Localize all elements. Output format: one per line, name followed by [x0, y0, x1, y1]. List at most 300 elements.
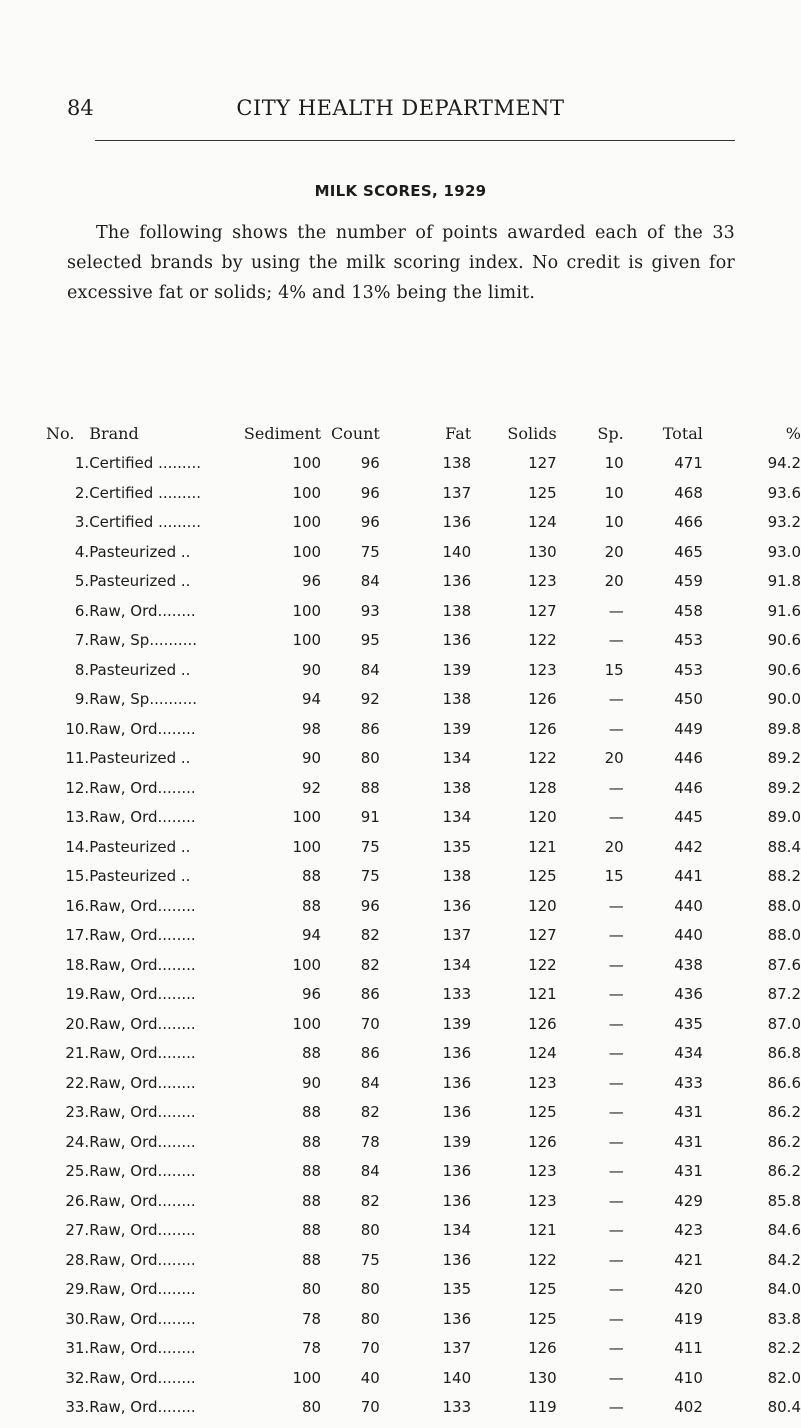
percent-cell: 87.2 [767, 985, 801, 1003]
sediment-cell: 80 [301, 1398, 322, 1416]
sp-cell: — [608, 631, 624, 649]
total-cell: 435 [674, 1014, 703, 1033]
count-cell: 75 [360, 542, 380, 561]
sediment-cell: 92 [301, 778, 322, 797]
table-row [46, 1310, 801, 1340]
percent-cell: 89.8 [767, 719, 801, 738]
total-cell: 468 [674, 483, 703, 502]
percent-cell: 84.0 [767, 1280, 801, 1298]
fat-cell: 134 [442, 955, 472, 974]
percent-cell: 87.0 [767, 1014, 801, 1033]
solids-cell: 121 [528, 1221, 557, 1239]
count-cell: 78 [360, 1132, 380, 1151]
count-cell: 80 [360, 749, 380, 767]
fat-cell: 133 [442, 1398, 472, 1416]
row-number: 20. [65, 1014, 90, 1033]
row-number: 31. [65, 1339, 90, 1357]
sp-cell: — [608, 896, 624, 915]
sediment-cell: 78 [301, 1309, 322, 1328]
sediment-cell: 94 [301, 690, 322, 708]
sediment-cell: 88 [301, 1191, 322, 1210]
brand-cell: Raw, Ord........ [89, 808, 196, 826]
total-cell: 471 [674, 454, 703, 472]
fat-cell: 133 [442, 985, 472, 1003]
percent-cell: 90.6 [767, 631, 801, 649]
total-cell: 420 [674, 1280, 703, 1298]
table-row [46, 1103, 801, 1133]
brand-cell: Pasteurized .. [89, 837, 191, 856]
table-row [46, 1221, 801, 1251]
percent-cell: 86.8 [767, 1044, 801, 1062]
brand-cell: Pasteurized .. [89, 749, 191, 767]
count-cell: 82 [360, 1191, 380, 1210]
fat-cell: 138 [442, 778, 472, 797]
sediment-cell: 100 [292, 837, 322, 856]
table-row [46, 1398, 801, 1428]
solids-cell: 121 [528, 985, 557, 1003]
row-number: 10. [65, 719, 90, 738]
percent-cell: 93.2 [767, 513, 801, 531]
sediment-cell: 88 [301, 1132, 322, 1151]
percent-cell: 82.2 [767, 1339, 801, 1357]
row-number: 12. [65, 778, 90, 797]
row-number: 11. [65, 749, 90, 767]
fat-cell: 137 [442, 926, 472, 944]
sediment-cell: 88 [301, 867, 322, 885]
percent-cell: 87.6 [767, 955, 801, 974]
fat-cell: 135 [442, 1280, 472, 1298]
total-cell: 459 [674, 572, 703, 590]
solids-cell: 130 [528, 542, 557, 561]
sediment-cell: 80 [301, 1280, 322, 1298]
sediment-cell: 100 [292, 483, 322, 502]
table-row [46, 454, 801, 484]
sp-cell: — [608, 1280, 624, 1298]
row-number: 5. [74, 572, 90, 590]
sp-cell: — [608, 601, 624, 620]
brand-cell: Raw, Ord........ [89, 1280, 196, 1298]
table-row [46, 808, 801, 838]
row-number: 27. [65, 1221, 90, 1239]
row-number: 2. [74, 483, 90, 502]
sp-cell: 20 [604, 837, 624, 856]
percent-cell: 93.6 [767, 483, 801, 502]
brand-cell: Certified ......... [89, 483, 201, 502]
percent-cell: 94.2 [767, 454, 801, 472]
sediment-cell: 88 [301, 1221, 322, 1239]
table-row [46, 1015, 801, 1045]
sediment-cell: 96 [301, 572, 322, 590]
sp-cell: 10 [604, 454, 624, 472]
brand-cell: Raw, Ord........ [89, 1191, 196, 1210]
fat-cell: 138 [442, 601, 472, 620]
fat-cell: 136 [442, 1162, 472, 1180]
percent-cell: 84.2 [767, 1250, 801, 1269]
fat-cell: 136 [442, 631, 472, 649]
count-cell: 75 [360, 1250, 380, 1269]
intro-paragraph: The following shows the number of points awarded each of the 33 selected brands by using the milk scoring index. No credit is given for excessive fat or solids; 4% and 13% being the limit. [67, 223, 735, 303]
total-cell: 421 [674, 1250, 703, 1269]
solids-cell: 121 [528, 837, 557, 856]
count-cell: 82 [360, 926, 380, 944]
percent-cell: 88.0 [767, 926, 801, 944]
percent-cell: 88.4 [767, 837, 801, 856]
count-cell: 86 [360, 985, 380, 1003]
sp-cell: 15 [604, 660, 624, 679]
percent-cell: 91.8 [767, 572, 801, 590]
table-row [46, 985, 801, 1015]
fat-cell: 137 [442, 483, 472, 502]
total-cell: 431 [674, 1162, 703, 1180]
count-cell: 70 [360, 1398, 380, 1416]
table-row [46, 1280, 801, 1310]
total-cell: 440 [674, 896, 703, 915]
brand-cell: Raw, Ord........ [89, 601, 196, 620]
percent-cell: 86.6 [767, 1073, 801, 1092]
fat-cell: 138 [442, 690, 472, 708]
count-cell: 91 [360, 808, 380, 826]
solids-cell: 124 [528, 513, 557, 531]
total-cell: 436 [674, 985, 703, 1003]
percent-cell: 90.0 [767, 690, 801, 708]
fat-cell: 136 [442, 1191, 472, 1210]
percent-cell: 93.0 [767, 542, 801, 561]
count-cell: 70 [360, 1014, 380, 1033]
brand-cell: Raw, Sp.......... [89, 631, 197, 649]
fat-cell: 139 [442, 719, 472, 738]
count-cell: 80 [360, 1309, 380, 1328]
sediment-cell: 88 [301, 1103, 322, 1121]
count-cell: 75 [360, 837, 380, 856]
brand-cell: Raw, Sp.......... [89, 690, 197, 708]
row-number: 32. [65, 1368, 90, 1387]
row-number: 4. [74, 542, 90, 561]
sp-cell: — [608, 1103, 624, 1121]
percent-cell: 86.2 [767, 1162, 801, 1180]
brand-cell: Raw, Ord........ [89, 1221, 196, 1239]
brand-cell: Raw, Ord........ [89, 955, 196, 974]
fat-cell: 136 [442, 1103, 472, 1121]
total-cell: 438 [674, 955, 703, 974]
sp-cell: — [608, 719, 624, 738]
table-row [46, 838, 801, 868]
count-cell: 86 [360, 1044, 380, 1062]
sediment-cell: 100 [292, 454, 322, 472]
sp-cell: 20 [604, 572, 624, 590]
sediment-cell: 100 [292, 631, 322, 649]
sp-cell: — [608, 1250, 624, 1269]
table-row [46, 1369, 801, 1399]
brand-cell: Raw, Ord........ [89, 1398, 196, 1416]
document-title: MILK SCORES, 1929 [314, 182, 487, 200]
row-number: 7. [74, 631, 90, 649]
total-cell: 419 [674, 1309, 703, 1328]
percent-cell: 86.2 [767, 1103, 801, 1121]
row-number: 22. [65, 1073, 90, 1092]
table-row [46, 749, 801, 779]
sediment-cell: 100 [292, 1014, 322, 1033]
count-cell: 93 [360, 601, 380, 620]
brand-cell: Pasteurized .. [89, 542, 191, 561]
brand-cell: Raw, Ord........ [89, 896, 196, 915]
solids-cell: 126 [528, 1132, 557, 1151]
solids-cell: 127 [528, 601, 557, 620]
total-cell: 423 [674, 1221, 703, 1239]
table-row [46, 1074, 801, 1104]
fat-cell: 136 [442, 1073, 472, 1092]
total-cell: 453 [674, 660, 703, 679]
table-row [46, 690, 801, 720]
total-cell: 445 [674, 808, 703, 826]
solids-cell: 122 [528, 631, 557, 649]
sediment-cell: 100 [292, 955, 322, 974]
percent-cell: 82.0 [767, 1368, 801, 1387]
count-cell: 84 [360, 572, 380, 590]
fat-cell: 138 [442, 867, 472, 885]
table-row [46, 720, 801, 750]
solids-cell: 126 [528, 1014, 557, 1033]
brand-cell: Raw, Ord........ [89, 1044, 196, 1062]
total-cell: 449 [674, 719, 703, 738]
row-number: 28. [65, 1250, 90, 1269]
table-row [46, 897, 801, 927]
column-header-total: Total [662, 424, 703, 443]
table-row [46, 1162, 801, 1192]
table-row [46, 779, 801, 809]
sp-cell: — [608, 1162, 624, 1180]
sediment-cell: 94 [301, 926, 322, 944]
sp-cell: — [608, 926, 624, 944]
sediment-cell: 90 [301, 1073, 322, 1092]
page-header [0, 88, 801, 128]
count-cell: 92 [360, 690, 380, 708]
brand-cell: Raw, Ord........ [89, 719, 196, 738]
count-cell: 95 [360, 631, 380, 649]
percent-cell: 84.6 [767, 1221, 801, 1239]
fat-cell: 136 [442, 572, 472, 590]
sediment-cell: 100 [292, 513, 322, 531]
count-cell: 84 [360, 1073, 380, 1092]
running-head: CITY HEALTH DEPARTMENT [236, 96, 565, 120]
row-number: 21. [65, 1044, 90, 1062]
sediment-cell: 96 [301, 985, 322, 1003]
count-cell: 84 [360, 660, 380, 679]
row-number: 15. [65, 867, 90, 885]
sediment-cell: 98 [301, 719, 322, 738]
sp-cell: — [608, 1221, 624, 1239]
sp-cell: 15 [604, 867, 624, 885]
percent-cell: 88.0 [767, 896, 801, 915]
brand-cell: Raw, Ord........ [89, 1014, 196, 1033]
brand-cell: Raw, Ord........ [89, 1309, 196, 1328]
count-cell: 70 [360, 1339, 380, 1357]
sediment-cell: 88 [301, 896, 322, 915]
solids-cell: 123 [528, 660, 557, 679]
count-cell: 96 [360, 896, 380, 915]
brand-cell: Pasteurized .. [89, 867, 191, 885]
fat-cell: 139 [442, 660, 472, 679]
count-cell: 80 [360, 1280, 380, 1298]
table-row [46, 513, 801, 543]
fat-cell: 134 [442, 1221, 472, 1239]
table-row [46, 631, 801, 661]
count-cell: 84 [360, 1162, 380, 1180]
table-row [46, 1192, 801, 1222]
percent-cell: 83.8 [767, 1309, 801, 1328]
row-number: 30. [65, 1309, 90, 1328]
sediment-cell: 88 [301, 1250, 322, 1269]
percent-cell: 89.0 [767, 808, 801, 826]
page-number: 84 [67, 96, 94, 120]
fat-cell: 136 [442, 513, 472, 531]
fat-cell: 138 [442, 454, 472, 472]
sediment-cell: 88 [301, 1162, 322, 1180]
solids-cell: 119 [528, 1398, 557, 1416]
table-row [46, 484, 801, 514]
solids-cell: 126 [528, 719, 557, 738]
row-number: 23. [65, 1103, 90, 1121]
percent-cell: 88.2 [767, 867, 801, 885]
table-row [46, 661, 801, 691]
solids-cell: 130 [528, 1368, 557, 1387]
count-cell: 96 [360, 454, 380, 472]
count-cell: 82 [360, 955, 380, 974]
sediment-cell: 90 [301, 749, 322, 767]
solids-cell: 125 [528, 483, 557, 502]
table-row [46, 926, 801, 956]
brand-cell: Raw, Ord........ [89, 1073, 196, 1092]
brand-cell: Raw, Ord........ [89, 985, 196, 1003]
sp-cell: — [608, 778, 624, 797]
solids-cell: 122 [528, 955, 557, 974]
sp-cell: — [608, 1073, 624, 1092]
table-row [46, 1251, 801, 1281]
row-number: 25. [65, 1162, 90, 1180]
sp-cell: — [608, 1398, 624, 1416]
total-cell: 431 [674, 1132, 703, 1151]
row-number: 14. [65, 837, 90, 856]
solids-cell: 120 [528, 808, 557, 826]
fat-cell: 139 [442, 1014, 472, 1033]
column-header-count: Count [330, 424, 380, 443]
column-header-no: No. [46, 424, 75, 443]
percent-cell: 85.8 [767, 1191, 801, 1210]
row-number: 13. [65, 808, 90, 826]
percent-cell: 80.4 [767, 1398, 801, 1416]
count-cell: 86 [360, 719, 380, 738]
fat-cell: 137 [442, 1339, 472, 1357]
total-cell: 442 [674, 837, 703, 856]
column-header-fat: Fat [445, 424, 472, 443]
solids-cell: 123 [528, 1162, 557, 1180]
brand-cell: Raw, Ord........ [89, 1368, 196, 1387]
brand-cell: Raw, Ord........ [89, 926, 196, 944]
fat-cell: 134 [442, 749, 472, 767]
solids-cell: 126 [528, 690, 557, 708]
row-number: 17. [65, 926, 90, 944]
solids-cell: 120 [528, 896, 557, 915]
row-number: 18. [65, 955, 90, 974]
solids-cell: 123 [528, 572, 557, 590]
fat-cell: 139 [442, 1132, 472, 1151]
total-cell: 410 [674, 1368, 703, 1387]
table-row [46, 1339, 801, 1369]
row-number: 29. [65, 1280, 90, 1298]
table-row [46, 1133, 801, 1163]
solids-cell: 123 [528, 1191, 557, 1210]
brand-cell: Raw, Ord........ [89, 778, 196, 797]
total-cell: 429 [674, 1191, 703, 1210]
total-cell: 466 [674, 513, 703, 531]
table-body [46, 454, 801, 1428]
total-cell: 450 [674, 690, 703, 708]
total-cell: 446 [674, 749, 703, 767]
brand-cell: Certified ......... [89, 454, 201, 472]
sediment-cell: 100 [292, 601, 322, 620]
solids-cell: 125 [528, 867, 557, 885]
percent-cell: 89.2 [767, 749, 801, 767]
header-rule [95, 140, 735, 141]
brand-cell: Raw, Ord........ [89, 1162, 196, 1180]
solids-cell: 127 [528, 926, 557, 944]
total-cell: 465 [674, 542, 703, 561]
sp-cell: — [608, 985, 624, 1003]
total-cell: 458 [674, 601, 703, 620]
table-row [46, 602, 801, 632]
solids-cell: 126 [528, 1339, 557, 1357]
fat-cell: 140 [442, 542, 472, 561]
row-number: 16. [65, 896, 90, 915]
row-number: 8. [74, 660, 90, 679]
brand-cell: Raw, Ord........ [89, 1250, 196, 1269]
table-row [46, 956, 801, 986]
total-cell: 434 [674, 1044, 703, 1062]
sediment-cell: 90 [301, 660, 322, 679]
fat-cell: 136 [442, 1250, 472, 1269]
solids-cell: 124 [528, 1044, 557, 1062]
milk-scores-table [46, 424, 801, 1428]
table-row [46, 572, 801, 602]
percent-cell: 90.6 [767, 660, 801, 679]
sp-cell: 20 [604, 749, 624, 767]
total-cell: 441 [674, 867, 703, 885]
column-header-sp: Sp. [597, 424, 624, 443]
sp-cell: — [608, 1339, 624, 1357]
row-number: 19. [65, 985, 90, 1003]
column-header-percent: % [785, 424, 801, 443]
row-number: 24. [65, 1132, 90, 1151]
fat-cell: 136 [442, 896, 472, 915]
solids-cell: 125 [528, 1309, 557, 1328]
row-number: 33. [65, 1398, 90, 1416]
count-cell: 80 [360, 1221, 380, 1239]
sp-cell: — [608, 1191, 624, 1210]
sediment-cell: 88 [301, 1044, 322, 1062]
total-cell: 440 [674, 926, 703, 944]
percent-cell: 89.2 [767, 778, 801, 797]
sp-cell: — [608, 1132, 624, 1151]
total-cell: 402 [674, 1398, 703, 1416]
total-cell: 446 [674, 778, 703, 797]
column-header-brand: Brand [89, 424, 139, 443]
sediment-cell: 100 [292, 1368, 322, 1387]
count-cell: 40 [360, 1368, 380, 1387]
total-cell: 453 [674, 631, 703, 649]
fat-cell: 136 [442, 1044, 472, 1062]
brand-cell: Raw, Ord........ [89, 1103, 196, 1121]
total-cell: 431 [674, 1103, 703, 1121]
solids-cell: 128 [528, 778, 557, 797]
